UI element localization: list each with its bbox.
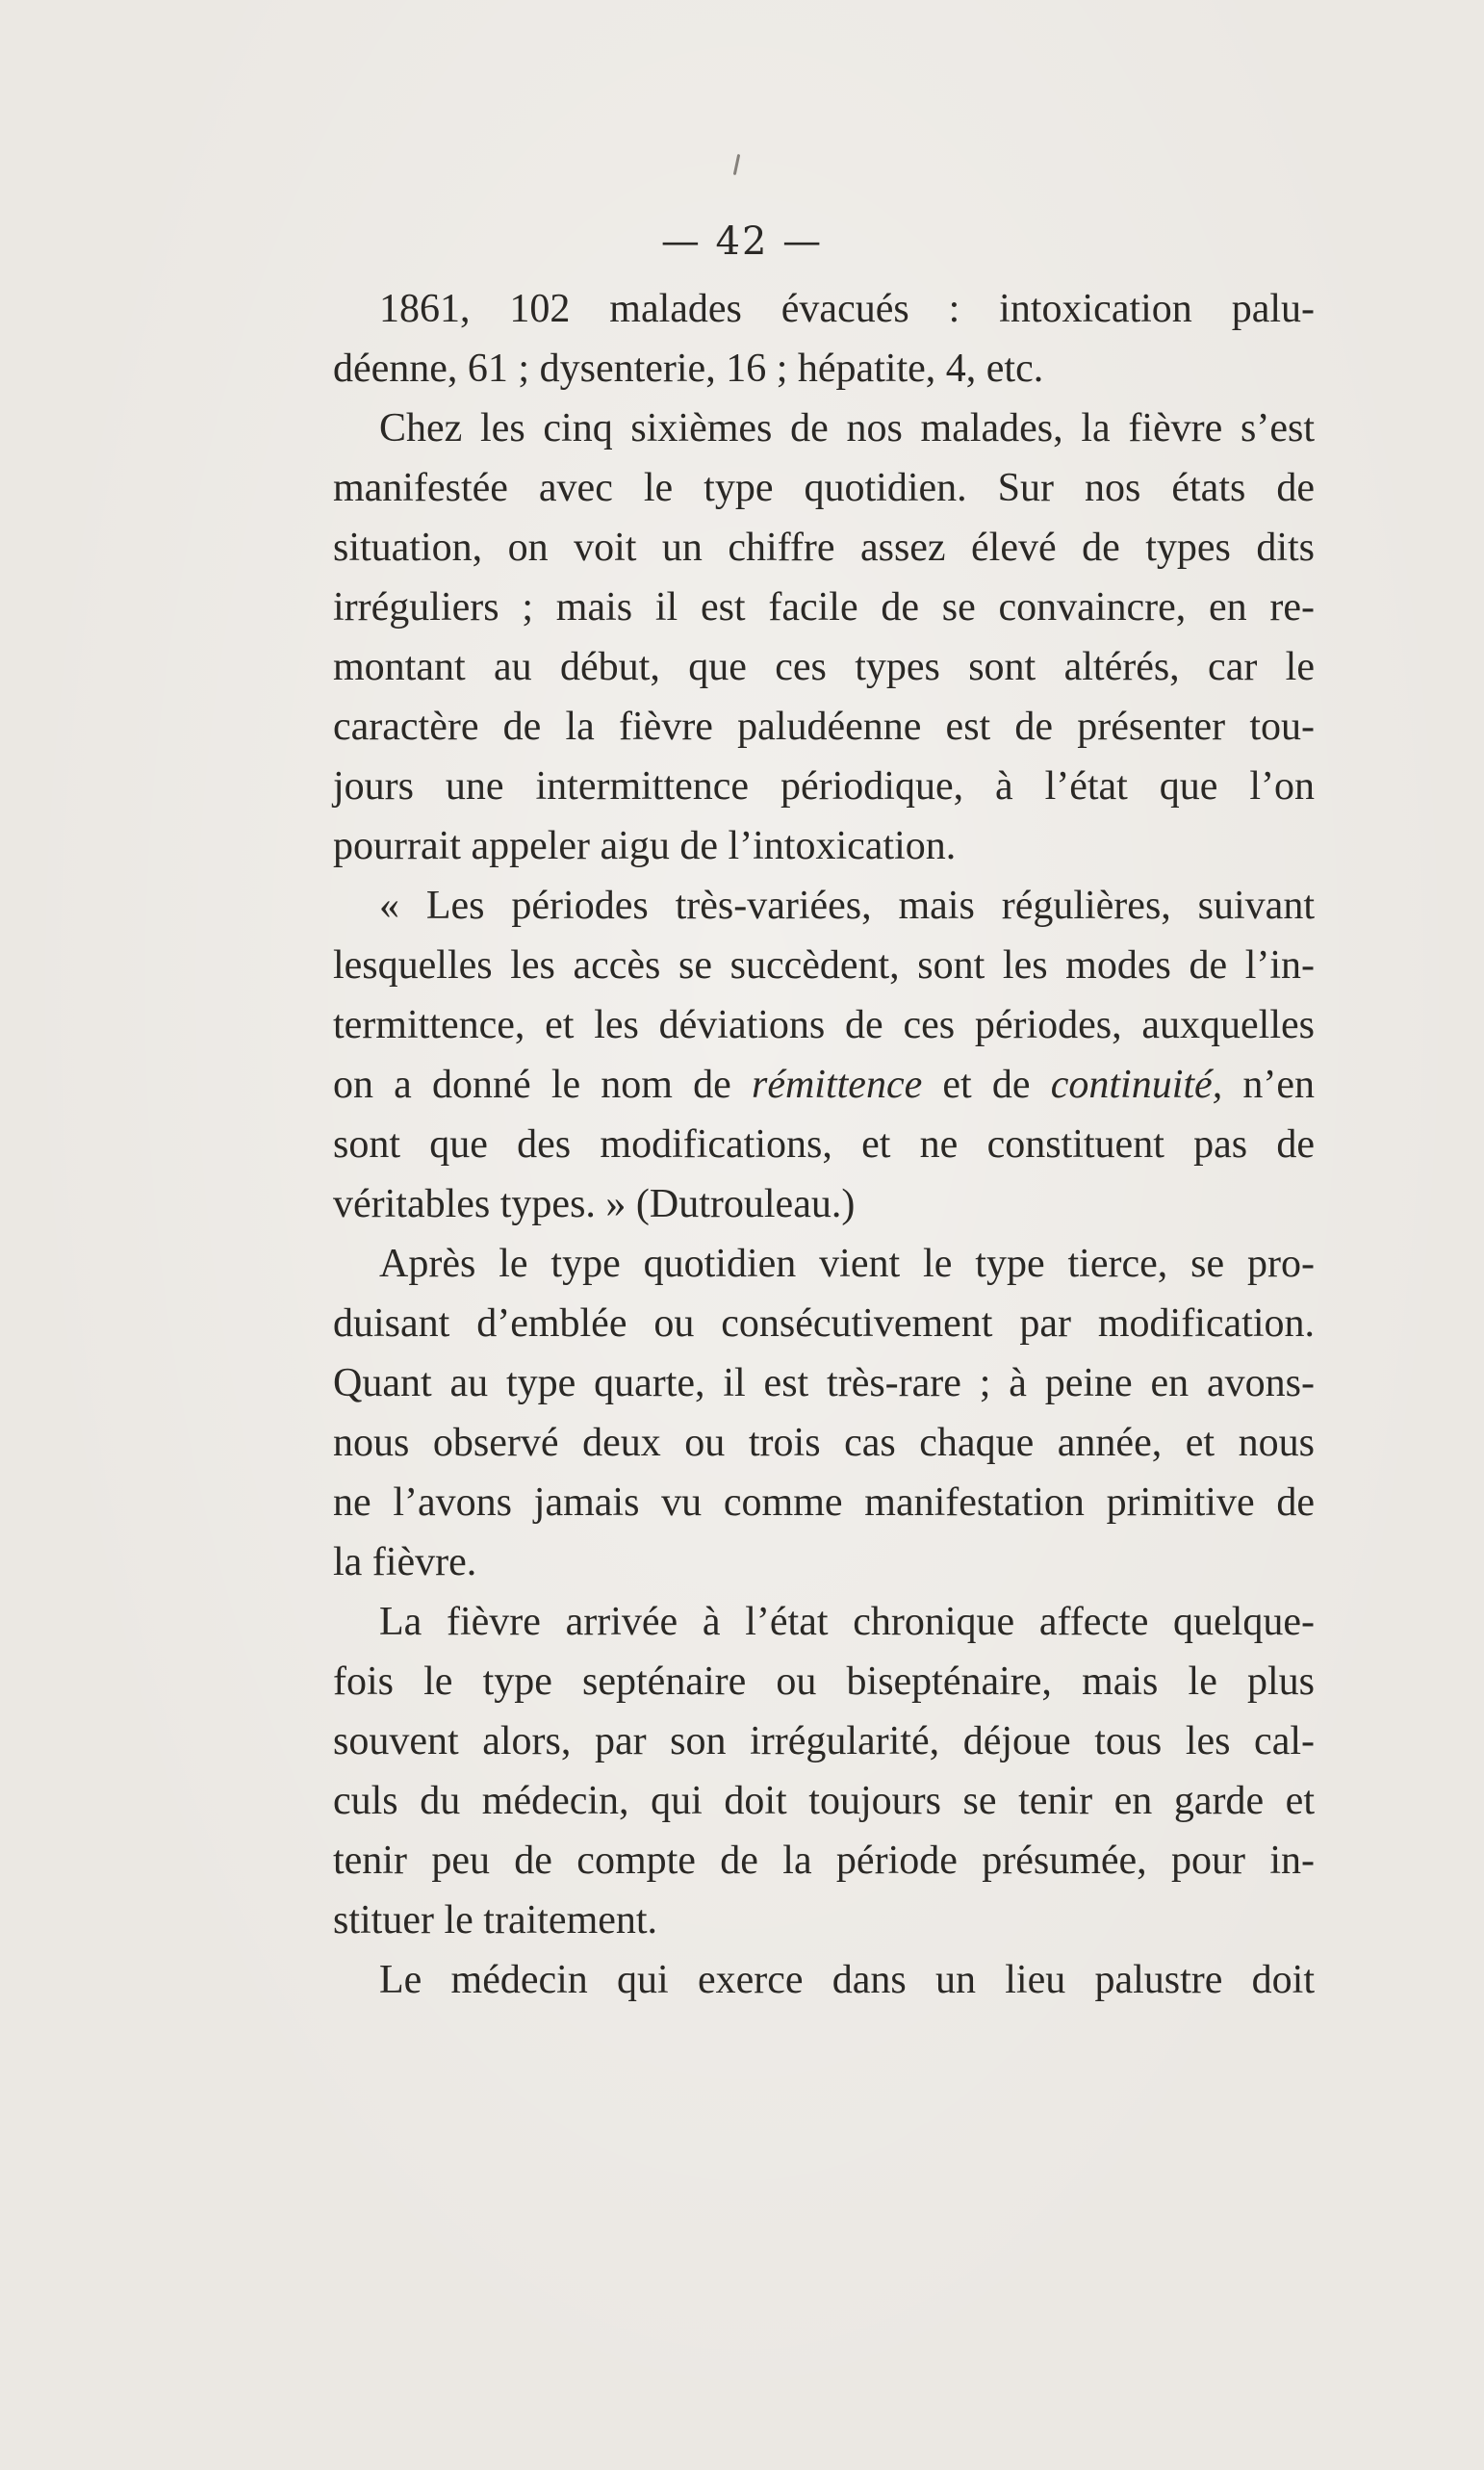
text-line: jours une intermittence périodique, à l’état que l’on [333, 764, 1315, 809]
italic-term-continuite: continuité, [1050, 1063, 1223, 1107]
text-line: Quant au type quarte, il est très-rare ; à peine en avons- [333, 1361, 1315, 1405]
text-line: manifestée avec le type quotidien. Sur nos états de [333, 466, 1315, 510]
body-text [333, 279, 1315, 2010]
text-line: « Les périodes très-variées, mais régulières, suivant [379, 884, 1315, 928]
text-line: caractère de la fièvre paludéenne est de présenter tou- [333, 705, 1315, 749]
text-line: La fièvre arrivée à l’état chronique affecte quelque- [379, 1600, 1315, 1644]
text-line: tenir peu de compte de la période présumée, pour in- [333, 1839, 1315, 1883]
text-line: Après le type quotidien vient le type tierce, se pro- [379, 1242, 1315, 1286]
text-line: Chez les cinq sixièmes de nos malades, la fièvre s’est [379, 406, 1315, 450]
text-line: déenne, 61 ; dysenterie, 16 ; hépatite, 4, etc. [333, 347, 1044, 391]
ink-mark [733, 154, 741, 175]
page-number: — 42 — [660, 219, 824, 264]
text-line: termittence, et les déviations de ces périodes, auxquelles [333, 1003, 1315, 1047]
text-line: la fièvre. [333, 1540, 477, 1584]
text-fragment: on a donné le nom de [333, 1063, 752, 1107]
text-fragment: et de [922, 1063, 1051, 1107]
text-line: Le médecin qui exerce dans un lieu palustre doit [379, 1958, 1315, 2002]
text-line: situation, on voit un chiffre assez élevé de types dits [333, 526, 1315, 570]
text-line: irréguliers ; mais il est facile de se convaincre, en re- [333, 585, 1315, 630]
text-line: véritables types. » (Dutrouleau.) [333, 1182, 856, 1226]
text-line: stituer le traitement. [333, 1898, 658, 1943]
italic-term-remittence: rémittence [751, 1063, 923, 1107]
text-line: duisant d’emblée ou consécutivement par modification. [333, 1301, 1315, 1346]
text-line: 1861, 102 malades évacués : intoxication palu- [379, 287, 1315, 331]
text-fragment: n’en [1222, 1063, 1316, 1107]
text-line: nous observé deux ou trois cas chaque année, et nous [333, 1421, 1315, 1465]
text-line: lesquelles les accès se succèdent, sont les modes de l’in- [333, 943, 1315, 988]
text-line: pourrait appeler aigu de l’intoxication. [333, 824, 957, 868]
text-line: montant au début, que ces types sont altérés, car le [333, 645, 1315, 689]
text-line: culs du médecin, qui doit toujours se tenir en garde et [333, 1779, 1315, 1823]
text-line: ne l’avons jamais vu comme manifestation primitive de [333, 1480, 1315, 1525]
text-line: fois le type septénaire ou bisepténaire, mais le plus [333, 1660, 1315, 1704]
text-line: souvent alors, par son irrégularité, déjoue tous les cal- [333, 1719, 1315, 1763]
text-line [333, 1055, 1315, 1115]
text-line: sont que des modifications, et ne constituent pas de [333, 1122, 1315, 1167]
